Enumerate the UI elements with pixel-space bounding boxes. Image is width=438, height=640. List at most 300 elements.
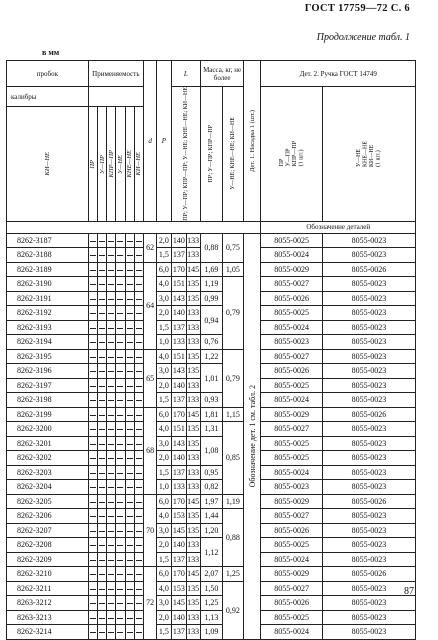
cell-l2: 133 bbox=[186, 552, 200, 567]
cell-applicability-dash bbox=[88, 335, 97, 350]
dash-mark bbox=[136, 618, 142, 619]
cell-det2-1: 8055-0027 bbox=[261, 277, 322, 292]
cell-applicability-dash bbox=[134, 378, 143, 393]
dash-mark bbox=[90, 299, 96, 300]
dash-mark bbox=[99, 255, 105, 256]
dash-mark bbox=[99, 545, 105, 546]
cell-applicability-dash bbox=[125, 233, 134, 248]
cell-l: 137 bbox=[171, 465, 186, 480]
cell-applicability-dash bbox=[107, 320, 116, 335]
dash-mark bbox=[117, 458, 123, 459]
cell-p: 1,5 bbox=[157, 465, 171, 480]
cell-applicability-dash bbox=[88, 291, 97, 306]
dash-mark bbox=[117, 313, 123, 314]
cell-l: 151 bbox=[171, 422, 186, 437]
cell-l2: 133 bbox=[186, 306, 200, 321]
cell-applicability-dash bbox=[107, 581, 116, 596]
cell-applicability-dash bbox=[134, 320, 143, 335]
cell-det2-2: 8055-0023 bbox=[322, 378, 415, 393]
dash-mark bbox=[99, 444, 105, 445]
cell-applicability-dash bbox=[134, 248, 143, 263]
dash-mark bbox=[136, 386, 142, 387]
col-header-massa: Масса, кг, не более bbox=[201, 61, 244, 87]
cell-l2: 145 bbox=[186, 494, 200, 509]
cell-applicability-dash bbox=[116, 625, 125, 640]
col-header-prim-4: КНЕ—НЕ bbox=[125, 107, 134, 222]
dash-mark bbox=[127, 299, 133, 300]
cell-det2-2: 8055-0023 bbox=[322, 233, 415, 248]
dash-mark bbox=[127, 574, 133, 575]
dash-mark bbox=[90, 603, 96, 604]
dash-mark bbox=[117, 589, 123, 590]
cell-l2: 135 bbox=[186, 581, 200, 596]
dash-mark bbox=[127, 458, 133, 459]
cell-p: 2,0 bbox=[157, 306, 171, 321]
dash-mark bbox=[117, 574, 123, 575]
cell-applicability-dash bbox=[97, 364, 106, 379]
cell-applicability-dash bbox=[97, 610, 106, 625]
dash-mark bbox=[127, 241, 133, 242]
cell-applicability-dash bbox=[116, 552, 125, 567]
cell-det2-1: 8055-0026 bbox=[261, 291, 322, 306]
dash-mark bbox=[90, 400, 96, 401]
cell-l: 143 bbox=[171, 364, 186, 379]
col-header-massa-sub1: ПР; У—ПР; КПР—ПР bbox=[201, 87, 222, 222]
cell-det2-2: 8055-0026 bbox=[322, 262, 415, 277]
cell-applicability-dash bbox=[88, 436, 97, 451]
dash-mark bbox=[90, 241, 96, 242]
cell-applicability-dash bbox=[125, 451, 134, 466]
cell-l2: 135 bbox=[186, 596, 200, 611]
cell-det2-2: 8055-0023 bbox=[322, 335, 415, 350]
cell-applicability-dash bbox=[134, 494, 143, 509]
col-header-primenyaemost: Применяемость bbox=[88, 61, 143, 87]
cell-applicability-dash bbox=[107, 494, 116, 509]
col-header-l: L bbox=[171, 61, 201, 87]
cell-applicability-dash bbox=[88, 422, 97, 437]
cell-mass-1: 1,01 bbox=[201, 364, 222, 393]
dash-mark bbox=[108, 284, 114, 285]
dash-mark bbox=[127, 255, 133, 256]
cell-applicability-dash bbox=[88, 364, 97, 379]
cell-p: 4,0 bbox=[157, 581, 171, 596]
dash-mark bbox=[136, 299, 142, 300]
cell-applicability-dash bbox=[134, 567, 143, 582]
cell-l: 133 bbox=[171, 335, 186, 350]
cell-applicability-dash bbox=[97, 494, 106, 509]
cell-l2: 133 bbox=[186, 320, 200, 335]
units-label: в мм bbox=[42, 48, 60, 57]
cell-l: 140 bbox=[171, 233, 186, 248]
cell-det2-2: 8055-0023 bbox=[322, 625, 415, 640]
cell-applicability-dash bbox=[107, 610, 116, 625]
cell-l2: 135 bbox=[186, 277, 200, 292]
cell-det2-1: 8055-0025 bbox=[261, 233, 322, 248]
col-header-det2-sub1: ПР У—ПР КПР—ПР (1 шт.) bbox=[261, 87, 322, 222]
dash-mark bbox=[136, 487, 142, 488]
dash-mark bbox=[99, 429, 105, 430]
cell-applicability-dash bbox=[134, 523, 143, 538]
cell-mass-1: 1,31 bbox=[201, 422, 222, 437]
cell-applicability-dash bbox=[88, 262, 97, 277]
cell-p: 4,0 bbox=[157, 349, 171, 364]
cell-applicability-dash bbox=[134, 349, 143, 364]
dash-mark bbox=[117, 545, 123, 546]
cell-applicability-dash bbox=[97, 538, 106, 553]
cell-p: 1,5 bbox=[157, 393, 171, 408]
cell-applicability-dash bbox=[107, 422, 116, 437]
dash-mark bbox=[136, 342, 142, 343]
cell-det2-1: 8055-0025 bbox=[261, 538, 322, 553]
dash-mark bbox=[136, 458, 142, 459]
cell-designation: 8262-3198 bbox=[7, 393, 89, 408]
dash-mark bbox=[99, 357, 105, 358]
cell-applicability-dash bbox=[107, 509, 116, 524]
cell-det2-2: 8055-0023 bbox=[322, 552, 415, 567]
cell-designation: 8262-3192 bbox=[7, 306, 89, 321]
cell-applicability-dash bbox=[97, 436, 106, 451]
cell-d: 68 bbox=[143, 407, 156, 494]
dash-mark bbox=[127, 502, 133, 503]
dash-mark bbox=[117, 357, 123, 358]
dash-mark bbox=[99, 299, 105, 300]
cell-applicability-dash bbox=[125, 320, 134, 335]
dash-mark bbox=[90, 545, 96, 546]
dash-mark bbox=[90, 458, 96, 459]
table-row bbox=[7, 480, 416, 495]
cell-mass-2: 0,75 bbox=[222, 233, 243, 262]
cell-mass-1: 1,22 bbox=[201, 349, 222, 364]
dash-mark bbox=[136, 429, 142, 430]
dash-mark bbox=[117, 270, 123, 271]
cell-p: 3,0 bbox=[157, 364, 171, 379]
cell-l: 140 bbox=[171, 538, 186, 553]
col-header-prim-5: КИ—НЕ bbox=[134, 107, 143, 222]
cell-det2-1: 8055-0024 bbox=[261, 393, 322, 408]
cell-applicability-dash bbox=[97, 291, 106, 306]
cell-l: 143 bbox=[171, 291, 186, 306]
cell-applicability-dash bbox=[116, 393, 125, 408]
cell-applicability-dash bbox=[88, 306, 97, 321]
dash-mark bbox=[108, 502, 114, 503]
dash-mark bbox=[99, 589, 105, 590]
cell-det2-1: 8055-0029 bbox=[261, 494, 322, 509]
dash-mark bbox=[117, 473, 123, 474]
cell-l2: 133 bbox=[186, 248, 200, 263]
cell-det2-1: 8055-0025 bbox=[261, 306, 322, 321]
dash-mark bbox=[108, 400, 114, 401]
cell-applicability-dash bbox=[88, 480, 97, 495]
cell-det2-2: 8055-0023 bbox=[322, 349, 415, 364]
cell-l: 153 bbox=[171, 509, 186, 524]
cell-applicability-dash bbox=[107, 436, 116, 451]
cell-designation: 8262-3194 bbox=[7, 335, 89, 350]
col-header-p: P bbox=[157, 61, 171, 222]
cell-det2-2: 8055-0023 bbox=[322, 538, 415, 553]
cell-applicability-dash bbox=[125, 436, 134, 451]
cell-applicability-dash bbox=[125, 291, 134, 306]
cell-applicability-dash bbox=[88, 320, 97, 335]
dash-mark bbox=[127, 531, 133, 532]
col-header-det2-sub2: У—НЕ КНЕ—НЕ КИ—НЕ (1 шт.) bbox=[322, 87, 415, 222]
dash-mark bbox=[127, 386, 133, 387]
dash-mark bbox=[108, 357, 114, 358]
cell-l: 151 bbox=[171, 277, 186, 292]
dash-mark bbox=[108, 444, 114, 445]
dash-mark bbox=[136, 270, 142, 271]
cell-mass-2: 0,85 bbox=[222, 422, 243, 495]
col-header-l-sub: ПР; У—ПР; КПР—ПР; У—НЕ; КНЕ—НЕ; КИ—НЕ bbox=[171, 87, 201, 222]
cell-applicability-dash bbox=[125, 596, 134, 611]
cell-p: 1,0 bbox=[157, 480, 171, 495]
cell-designation: 8262-3202 bbox=[7, 451, 89, 466]
cell-applicability-dash bbox=[97, 523, 106, 538]
cell-applicability-dash bbox=[107, 364, 116, 379]
cell-mass-1: 0,94 bbox=[201, 306, 222, 335]
cell-applicability-dash bbox=[88, 233, 97, 248]
cell-applicability-dash bbox=[88, 494, 97, 509]
cell-det2-2: 8055-0023 bbox=[322, 422, 415, 437]
cell-applicability-dash bbox=[134, 407, 143, 422]
cell-applicability-dash bbox=[88, 610, 97, 625]
cell-designation: 8262-3206 bbox=[7, 509, 89, 524]
cell-applicability-dash bbox=[107, 349, 116, 364]
dash-mark bbox=[99, 371, 105, 372]
cell-applicability-dash bbox=[107, 378, 116, 393]
cell-designation: 8262-3209 bbox=[7, 552, 89, 567]
cell-det2-2: 8055-0023 bbox=[322, 393, 415, 408]
cell-designation: 8262-3207 bbox=[7, 523, 89, 538]
dash-mark bbox=[99, 284, 105, 285]
cell-applicability-dash bbox=[97, 451, 106, 466]
dash-mark bbox=[127, 444, 133, 445]
cell-applicability-dash bbox=[116, 277, 125, 292]
cell-applicability-dash bbox=[97, 567, 106, 582]
cell-d: 70 bbox=[143, 494, 156, 567]
cell-mass-1: 0,93 bbox=[201, 393, 222, 408]
cell-applicability-dash bbox=[88, 393, 97, 408]
cell-designation: 8262-3187 bbox=[7, 233, 89, 248]
cell-applicability-dash bbox=[125, 248, 134, 263]
dash-mark bbox=[108, 255, 114, 256]
cell-applicability-dash bbox=[125, 306, 134, 321]
dash-mark bbox=[117, 342, 123, 343]
cell-l2: 133 bbox=[186, 393, 200, 408]
cell-applicability-dash bbox=[116, 378, 125, 393]
cell-l2: 135 bbox=[186, 291, 200, 306]
cell-d: 72 bbox=[143, 567, 156, 640]
cell-applicability-dash bbox=[125, 509, 134, 524]
cell-applicability-dash bbox=[134, 509, 143, 524]
dash-mark bbox=[117, 241, 123, 242]
cell-applicability-dash bbox=[116, 581, 125, 596]
cell-applicability-dash bbox=[134, 233, 143, 248]
dash-mark bbox=[117, 386, 123, 387]
dash-mark bbox=[99, 328, 105, 329]
cell-applicability-dash bbox=[97, 407, 106, 422]
cell-designation: 8262-3200 bbox=[7, 422, 89, 437]
dash-mark bbox=[117, 632, 123, 633]
cell-applicability-dash bbox=[88, 451, 97, 466]
cell-l2: 135 bbox=[186, 349, 200, 364]
cell-applicability-dash bbox=[107, 538, 116, 553]
dash-mark bbox=[108, 531, 114, 532]
dash-mark bbox=[108, 618, 114, 619]
dash-mark bbox=[99, 618, 105, 619]
cell-applicability-dash bbox=[134, 291, 143, 306]
cell-applicability-dash bbox=[125, 277, 134, 292]
cell-det2-2: 8055-0023 bbox=[322, 306, 415, 321]
cell-mass-1: 0,99 bbox=[201, 291, 222, 306]
dash-mark bbox=[108, 574, 114, 575]
cell-applicability-dash bbox=[134, 364, 143, 379]
cell-l2: 133 bbox=[186, 378, 200, 393]
dash-mark bbox=[127, 545, 133, 546]
cell-l: 137 bbox=[171, 320, 186, 335]
dash-mark bbox=[127, 371, 133, 372]
cell-l2: 135 bbox=[186, 364, 200, 379]
cell-applicability-dash bbox=[116, 248, 125, 263]
cell-designation: 8262-3196 bbox=[7, 364, 89, 379]
table-continuation-caption: Продолжение табл. 1 bbox=[316, 32, 410, 43]
cell-l: 133 bbox=[171, 480, 186, 495]
cell-det2-1: 8055-0027 bbox=[261, 581, 322, 596]
dash-mark bbox=[108, 313, 114, 314]
table-row bbox=[7, 364, 416, 379]
cell-det2-2: 8055-0023 bbox=[322, 596, 415, 611]
table-row bbox=[7, 306, 416, 321]
cell-designation: 8263-3213 bbox=[7, 610, 89, 625]
cell-mass-1: 1,13 bbox=[201, 610, 222, 625]
cell-mass-2: 1,25 bbox=[222, 567, 243, 582]
cell-applicability-dash bbox=[134, 436, 143, 451]
dash-mark bbox=[108, 371, 114, 372]
table-row bbox=[7, 407, 416, 422]
dash-mark bbox=[136, 241, 142, 242]
cell-applicability-dash bbox=[116, 523, 125, 538]
cell-applicability-dash bbox=[125, 335, 134, 350]
dash-mark bbox=[127, 487, 133, 488]
cell-applicability-dash bbox=[97, 596, 106, 611]
dash-mark bbox=[136, 255, 142, 256]
cell-det2-1: 8055-0027 bbox=[261, 422, 322, 437]
cell-det2-2: 8055-0023 bbox=[322, 436, 415, 451]
col-header-det1: Дет. 1. Насадка 1 (шт.) bbox=[244, 61, 261, 222]
dash-mark bbox=[127, 560, 133, 561]
cell-p: 3,0 bbox=[157, 596, 171, 611]
cell-det2-2: 8055-0023 bbox=[322, 610, 415, 625]
dash-mark bbox=[136, 632, 142, 633]
dash-mark bbox=[117, 328, 123, 329]
cell-applicability-dash bbox=[125, 523, 134, 538]
table-row bbox=[7, 581, 416, 596]
cell-applicability-dash bbox=[125, 494, 134, 509]
cell-applicability-dash bbox=[97, 335, 106, 350]
cell-applicability-dash bbox=[125, 465, 134, 480]
cell-applicability-dash bbox=[107, 480, 116, 495]
cell-applicability-dash bbox=[125, 567, 134, 582]
cell-d: 65 bbox=[143, 349, 156, 407]
col-header-prim-1: У—ПР bbox=[97, 107, 106, 222]
cell-l: 140 bbox=[171, 610, 186, 625]
dash-mark bbox=[127, 603, 133, 604]
cell-applicability-dash bbox=[107, 465, 116, 480]
cell-p: 2,0 bbox=[157, 610, 171, 625]
cell-applicability-dash bbox=[88, 567, 97, 582]
cell-l: 153 bbox=[171, 581, 186, 596]
dash-mark bbox=[117, 371, 123, 372]
cell-designation: 8262-3201 bbox=[7, 436, 89, 451]
cell-l: 137 bbox=[171, 625, 186, 640]
cell-p: 4,0 bbox=[157, 277, 171, 292]
cell-applicability-dash bbox=[88, 465, 97, 480]
cell-applicability-dash bbox=[97, 480, 106, 495]
cell-applicability-dash bbox=[116, 436, 125, 451]
dash-mark bbox=[108, 632, 114, 633]
dash-mark bbox=[99, 400, 105, 401]
table-row bbox=[7, 509, 416, 524]
col-header-det2: Дет. 2. Ручка ГОСТ 14749 bbox=[261, 61, 416, 87]
cell-det2-2: 8055-0023 bbox=[322, 480, 415, 495]
cell-p: 6,0 bbox=[157, 407, 171, 422]
cell-designation: 8262-3197 bbox=[7, 378, 89, 393]
dash-mark bbox=[136, 560, 142, 561]
dash-mark bbox=[90, 632, 96, 633]
table-row bbox=[7, 233, 416, 248]
dash-mark bbox=[99, 241, 105, 242]
table-row bbox=[7, 465, 416, 480]
cell-det2-1: 8055-0025 bbox=[261, 378, 322, 393]
cell-applicability-dash bbox=[134, 581, 143, 596]
cell-applicability-dash bbox=[88, 277, 97, 292]
cell-mass-1: 0,88 bbox=[201, 233, 222, 262]
dash-mark bbox=[108, 487, 114, 488]
dash-mark bbox=[90, 487, 96, 488]
dash-mark bbox=[90, 255, 96, 256]
page-title: ГОСТ 17759—72 С. 6 bbox=[304, 3, 410, 14]
dash-mark bbox=[117, 502, 123, 503]
dash-mark bbox=[90, 328, 96, 329]
cell-mass-1: 0,76 bbox=[201, 335, 222, 350]
cell-applicability-dash bbox=[134, 262, 143, 277]
dash-mark bbox=[136, 502, 142, 503]
dash-mark bbox=[136, 400, 142, 401]
dash-mark bbox=[127, 357, 133, 358]
dash-mark bbox=[99, 632, 105, 633]
dash-mark bbox=[117, 299, 123, 300]
dash-mark bbox=[117, 444, 123, 445]
cell-designation: 8262-3190 bbox=[7, 277, 89, 292]
cell-applicability-dash bbox=[125, 480, 134, 495]
col-header-prim-spacer bbox=[88, 87, 143, 107]
col-header-probok: пробок bbox=[7, 61, 89, 87]
cell-l: 137 bbox=[171, 248, 186, 263]
col-header-kalibrov: калибры bbox=[7, 87, 89, 107]
cell-l2: 135 bbox=[186, 436, 200, 451]
cell-det2-1: 8055-0024 bbox=[261, 625, 322, 640]
cell-applicability-dash bbox=[116, 364, 125, 379]
col-header-prim-2: КПР—ПР bbox=[107, 107, 116, 222]
cell-applicability-dash bbox=[125, 538, 134, 553]
cell-applicability-dash bbox=[134, 538, 143, 553]
dash-mark bbox=[117, 284, 123, 285]
cell-det2-2: 8055-0026 bbox=[322, 407, 415, 422]
cell-l: 137 bbox=[171, 393, 186, 408]
cell-applicability-dash bbox=[97, 393, 106, 408]
cell-applicability-dash bbox=[107, 407, 116, 422]
cell-p: 2,0 bbox=[157, 233, 171, 248]
cell-applicability-dash bbox=[116, 262, 125, 277]
